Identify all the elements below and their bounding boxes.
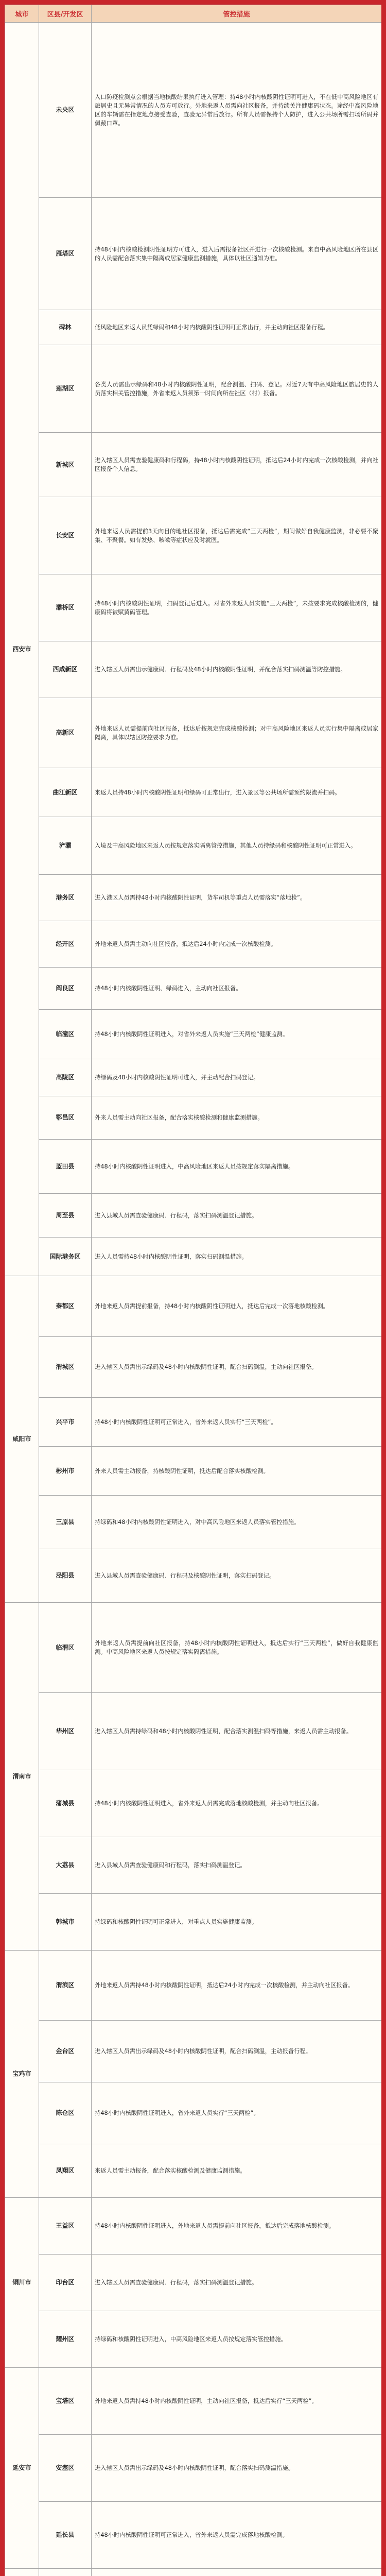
district-cell: 临渭区 xyxy=(39,1603,92,1693)
table-row xyxy=(5,1951,382,2021)
policy-cell: 来返人员需主动报备，配合落实核酸检测及健康监测措施。 xyxy=(92,2144,382,2198)
policy-cell: 入口防疫检测点会根据当地核酸结果执行进入管理：持48小时内核酸阴性证明可进入，不在低中高风险地区有旅居史且无异常情况的人员方可放行。外地来返人员需向社区报备，并持续关注健康码状态。途经中高风险地区的车辆需在指定地点接受查验，查验无异常后放行。所有人员需保持个人防护，进入公共场所需扫场所码并佩戴口罩。 xyxy=(92,23,382,198)
table-row xyxy=(5,23,382,198)
policy-cell: 外地来返人员需提前向社区报备，抵达后按规定完成核酸检测；对中高风险地区来返人员实行集中隔离或居家隔离，具体以辖区防控要求为准。 xyxy=(92,698,382,768)
policy-cell: 持48小时内核酸阴性证明进入，中高风险地区来返人员按规定落实隔离措施。 xyxy=(92,1140,382,1194)
city-cell: 西安市 xyxy=(5,23,39,1276)
district-cell: 灞桥区 xyxy=(39,574,92,641)
table-row xyxy=(5,574,382,641)
header-district: 区县/开发区 xyxy=(39,5,92,23)
policy-cell: 各类人员需出示绿码和48小时内核酸阴性证明，配合测温、扫码、登记。对近7天有中高风险地区旅居史的人员落实相关管控措施，外省来返人员须第一时间向所在社区（村）报备。 xyxy=(92,345,382,433)
table-row xyxy=(5,698,382,768)
policy-cell: 持48小时内核酸阴性证明进入，省外来返人员实行“三天两检”。 xyxy=(92,2082,382,2144)
district-cell: 金台区 xyxy=(39,2021,92,2082)
district-cell: 兴平市 xyxy=(39,1398,92,1447)
district-cell: 临潼区 xyxy=(39,1010,92,1059)
table-row xyxy=(5,2368,382,2435)
policy-cell: 进入辖区人员需出示健康码、行程码及48小时内核酸阴性证明，并配合落实扫码测温等防控措施。 xyxy=(92,641,382,698)
policy-cell: 持48小时内核酸阴性证明可正常进入，省外来返人员实行“三天两检”。 xyxy=(92,1398,382,1447)
city-cell: 宝鸡市 xyxy=(5,1951,39,2198)
policy-table xyxy=(5,5,381,2576)
district-cell: 浐灞 xyxy=(39,817,92,875)
city-cell xyxy=(5,2569,39,2576)
policy-cell: 进入辖区人员需出示绿码及48小时内核酸阴性证明，配合落实扫码测温措施。 xyxy=(92,2435,382,2502)
table-row xyxy=(5,2021,382,2082)
policy-cell: 持48小时内核酸阴性证明进入，对省外来返人员实施“三天两检”健康监测。 xyxy=(92,1010,382,1059)
district-cell: 宝塔区 xyxy=(39,2368,92,2435)
policy-cell: 外地来返人员需主动向社区报备，抵达后24小时内完成一次核酸检测。 xyxy=(92,921,382,968)
header-city: 城市 xyxy=(5,5,39,23)
table-row xyxy=(5,2502,382,2569)
district-cell: 华州区 xyxy=(39,1693,92,1770)
table-row xyxy=(5,310,382,345)
district-cell: 港务区 xyxy=(39,875,92,921)
district-cell: 耀州区 xyxy=(39,2311,92,2368)
policy-cell: 持48小时内核酸阴性证明、绿码进入，主动向社区报备。 xyxy=(92,968,382,1010)
district-cell: 蓝田县 xyxy=(39,1140,92,1194)
header-policy: 管控措施 xyxy=(92,5,382,23)
policy-cell: 入境及中高风险地区来返人员按规定落实隔离管控措施，其他人员持绿码和核酸阴性证明可正常进入。 xyxy=(92,817,382,875)
table-row xyxy=(5,1276,382,1337)
policy-cell: 持绿码和48小时内核酸阴性证明进入，对中高风险地区来返人员落实管控措施。 xyxy=(92,1496,382,1549)
district-cell: 秦都区 xyxy=(39,1276,92,1337)
policy-cell: 持48小时内核酸阴性证明进入，外地来返人员需提前向社区报备，抵达后完成落地核酸检测。 xyxy=(92,2198,382,2255)
district-cell: 凤翔区 xyxy=(39,2144,92,2198)
policy-cell: 外地来返人员需持48小时内核酸阴性证明，主动向社区报备，抵达后实行“三天两检”。 xyxy=(92,2368,382,2435)
table-row xyxy=(5,1140,382,1194)
table-row xyxy=(5,1194,382,1238)
district-cell: 阎良区 xyxy=(39,968,92,1010)
table-row xyxy=(5,2435,382,2502)
policy-cell: 进入县域人员需查验健康码、行程码，落实扫码测温登记措施。 xyxy=(92,1194,382,1238)
district-cell: 高新区 xyxy=(39,698,92,768)
policy-sheet xyxy=(5,5,381,2576)
district-cell: 高陵区 xyxy=(39,1059,92,1096)
table-header-row xyxy=(5,5,382,23)
table-row xyxy=(5,2569,382,2576)
table-row xyxy=(5,2198,382,2255)
table-row xyxy=(5,2082,382,2144)
table-row xyxy=(5,1496,382,1549)
policy-cell: 持绿码和核酸阴性证明进入，中高风险地区来返人员按规定落实管控措施。 xyxy=(92,2311,382,2368)
city-cell: 延安市 xyxy=(5,2368,39,2569)
district-cell: 未央区 xyxy=(39,23,92,198)
table-row xyxy=(5,968,382,1010)
city-cell: 铜川市 xyxy=(5,2198,39,2368)
policy-cell: 低风险地区来返人员凭绿码和48小时内核酸阴性证明可正常出行，并主动向社区报备行程。 xyxy=(92,310,382,345)
table-row xyxy=(5,2255,382,2311)
policy-cell: 进入辖区人员需查验健康码和行程码，持48小时内核酸阴性证明，抵达后24小时内完成一次核酸检测，并向社区报备个人信息。 xyxy=(92,433,382,497)
policy-cell: 外来人员需主动向社区报备，配合落实核酸检测和健康监测措施。 xyxy=(92,1096,382,1140)
policy-cell: 持绿码及48小时内核酸阴性证明可进入，并主动配合扫码登记。 xyxy=(92,1059,382,1096)
district-cell: 三原县 xyxy=(39,1496,92,1549)
district-cell: 安塞区 xyxy=(39,2435,92,2502)
policy-cell xyxy=(92,2569,382,2576)
district-cell: 新城区 xyxy=(39,433,92,497)
district-cell: 彬州市 xyxy=(39,1447,92,1496)
district-cell: 周至县 xyxy=(39,1194,92,1238)
policy-cell: 外来人员需主动报备，持核酸阴性证明，抵达后配合落实核酸检测。 xyxy=(92,1447,382,1496)
table-row xyxy=(5,875,382,921)
policy-cell: 外地来返人员需持48小时内核酸阴性证明，抵达后24小时内完成一次核酸检测，并主动向社区报备。 xyxy=(92,1951,382,2021)
city-cell: 咸阳市 xyxy=(5,1276,39,1603)
policy-cell: 持48小时内核酸阴性证明进入，省外来返人员需完成落地核酸检测，并主动向社区报备。 xyxy=(92,1770,382,1837)
table-row xyxy=(5,817,382,875)
policy-cell: 外地来返人员需提前报备，持48小时内核酸阴性证明进入，抵达后完成一次落地核酸检测。 xyxy=(92,1276,382,1337)
table-row xyxy=(5,1096,382,1140)
district-cell: 大荔县 xyxy=(39,1837,92,1894)
table-row xyxy=(5,1770,382,1837)
table-row xyxy=(5,497,382,574)
policy-cell: 进入辖区人员需持绿码和48小时内核酸阴性证明，配合落实测温扫码等措施，来返人员需主动报备。 xyxy=(92,1693,382,1770)
policy-cell: 进入辖区人员需查验健康码、行程码，落实扫码测温登记措施。 xyxy=(92,2255,382,2311)
table-row xyxy=(5,1059,382,1096)
table-row xyxy=(5,2311,382,2368)
district-cell: 韩城市 xyxy=(39,1894,92,1951)
policy-cell: 持48小时内核酸阴性证明，扫码登记后进入。对省外来返人员实施“三天两检”，未按要求完成核酸检测的，健康码将被赋黄码管理。 xyxy=(92,574,382,641)
policy-cell: 外地来返人员需提前向社区报备，持48小时内核酸阴性证明进入，抵达后实行“三天两检”，做好自我健康监测。中高风险地区来返人员按规定落实隔离措施。 xyxy=(92,1603,382,1693)
table-row xyxy=(5,1549,382,1603)
table-row xyxy=(5,1894,382,1951)
table-row xyxy=(5,641,382,698)
district-cell: 莲湖区 xyxy=(39,345,92,433)
district-cell: 碑林 xyxy=(39,310,92,345)
policy-cell: 持48小时内核酸阴性证明可正常进入，省外来返人员需完成落地核酸检测。 xyxy=(92,2502,382,2569)
policy-cell: 外地来返人员需提前3天向目的地社区报备，抵达后需完成“三天两检”，期间做好自我健康监测，非必要不聚集、不聚餐。如有发热、咳嗽等症状应及时就医。 xyxy=(92,497,382,574)
table-row xyxy=(5,433,382,497)
district-cell: 泾阳县 xyxy=(39,1549,92,1603)
district-cell: 曲江新区 xyxy=(39,768,92,817)
policy-cell: 进入县域人员需查验健康码、行程码及核酸阴性证明，落实扫码登记。 xyxy=(92,1549,382,1603)
table-row xyxy=(5,345,382,433)
district-cell: 渭城区 xyxy=(39,1337,92,1398)
district-cell: 延长县 xyxy=(39,2502,92,2569)
table-row xyxy=(5,1337,382,1398)
policy-cell: 进入辖区人员需出示绿码及48小时内核酸阴性证明，配合扫码测温，主动报备行程。 xyxy=(92,2021,382,2082)
district-cell: 渭滨区 xyxy=(39,1951,92,2021)
table-row xyxy=(5,198,382,310)
district-cell: 陈仓区 xyxy=(39,2082,92,2144)
city-cell: 渭南市 xyxy=(5,1603,39,1951)
policy-cell: 持48小时内核酸检测阴性证明方可进入，进入后需报备社区并进行一次核酸检测。来自中高风险地区所在县区的人员需配合落实集中隔离或居家健康监测措施，具体以社区通知为准。 xyxy=(92,198,382,310)
table-row xyxy=(5,1693,382,1770)
table-row xyxy=(5,1238,382,1276)
district-cell: 经开区 xyxy=(39,921,92,968)
policy-cell: 进入人员需持48小时内核酸阴性证明，落实扫码测温措施。 xyxy=(92,1238,382,1276)
policy-cell: 进入县域人员需查验健康码和行程码，落实扫码测温登记。 xyxy=(92,1837,382,1894)
district-cell xyxy=(39,2569,92,2576)
table-row xyxy=(5,1010,382,1059)
district-cell: 西咸新区 xyxy=(39,641,92,698)
table-row xyxy=(5,2144,382,2198)
table-row xyxy=(5,1837,382,1894)
policy-cell: 进入港区人员需持48小时内核酸阴性证明，货车司机等重点人员需落实“落地检”。 xyxy=(92,875,382,921)
table-body xyxy=(5,23,382,2576)
table-row xyxy=(5,921,382,968)
policy-cell: 来返人员持48小时内核酸阴性证明和绿码可正常出行，进入景区等公共场所需预约限流并扫码。 xyxy=(92,768,382,817)
table-row xyxy=(5,768,382,817)
district-cell: 长安区 xyxy=(39,497,92,574)
district-cell: 蒲城县 xyxy=(39,1770,92,1837)
district-cell: 国际港务区 xyxy=(39,1238,92,1276)
policy-cell: 持绿码和核酸阴性证明可正常进入，对重点人员实施健康监测。 xyxy=(92,1894,382,1951)
district-cell: 鄠邑区 xyxy=(39,1096,92,1140)
table-row xyxy=(5,1447,382,1496)
district-cell: 印台区 xyxy=(39,2255,92,2311)
district-cell: 雁塔区 xyxy=(39,198,92,310)
table-row xyxy=(5,1603,382,1693)
district-cell: 王益区 xyxy=(39,2198,92,2255)
policy-cell: 进入辖区人员需出示绿码及48小时内核酸阴性证明，配合扫码测温，主动向社区报备。 xyxy=(92,1337,382,1398)
table-row xyxy=(5,1398,382,1447)
